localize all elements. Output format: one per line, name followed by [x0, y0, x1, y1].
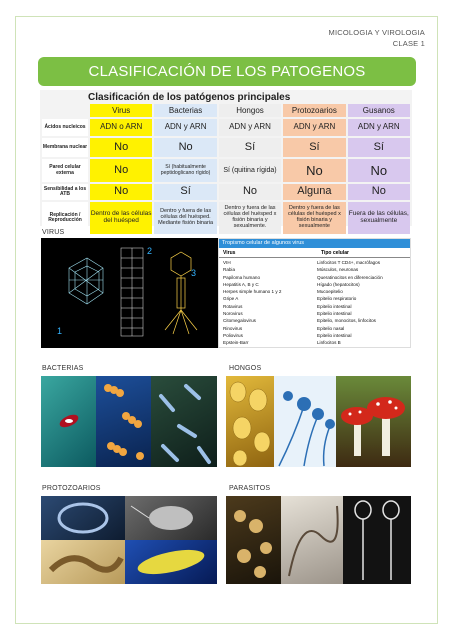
row-label: Membrana nuclear — [42, 138, 88, 157]
parasite-photo-2 — [281, 496, 343, 584]
tropism-virus: Gripe A — [223, 296, 239, 302]
table-cell: Dentro y fuera de las células del huésped x fisión binaria y sexualmente — [283, 202, 345, 234]
bacteria-photo-3 — [151, 376, 217, 467]
table-cell: ADN y ARN — [154, 119, 216, 136]
tropism-col-cell: Tipo celular — [321, 250, 349, 256]
col-header-bacterias: Bacterias — [154, 104, 216, 117]
table-cell: No — [90, 138, 152, 157]
table-cell: ADN y ARN — [283, 119, 345, 136]
tropism-row — [223, 303, 406, 310]
tropism-cell-type: Epitelio intestinal — [317, 303, 352, 309]
table-cell: No — [90, 159, 152, 182]
parasite-photo-1 — [226, 496, 281, 584]
tropism-virus: Rotavirus — [223, 303, 243, 309]
tropism-row — [223, 339, 406, 346]
table-cell: Sí — [154, 184, 216, 200]
tropism-virus: VIH — [223, 260, 231, 265]
classification-table — [40, 90, 412, 229]
table-cell: Sí (habitualmente peptidoglicano rígido) — [154, 159, 216, 182]
tropism-cell-type: Epitelio nasal — [317, 325, 345, 331]
tropism-row — [223, 274, 406, 281]
virus-structure-diagram — [41, 238, 218, 348]
fungi-photo-collage — [226, 376, 411, 467]
page-title: CLASIFICACIÓN DE LOS PATOGENOS — [88, 63, 366, 80]
tropism-cell-type: Epitelio intestinal — [317, 332, 352, 338]
parasite-photo-collage — [226, 496, 411, 584]
tropism-cell-type: Linfocitos T CD4+, macrófagos — [317, 260, 381, 265]
tropism-cell-type: Epitelio intestinal — [317, 311, 352, 317]
tropism-virus: Rabia — [223, 267, 236, 273]
tropism-virus: Hepatitis A, B y C — [223, 281, 259, 287]
tropism-cell-type: Queratinocitos en diferenciación — [317, 274, 383, 280]
table-cell: Sí — [348, 138, 410, 157]
tropism-row — [223, 259, 406, 266]
section-label-protozoarios: PROTOZOARIOS — [42, 485, 101, 492]
row-label: Sensibilidad a los ATB — [42, 184, 88, 200]
table-cell: Dentro de las células del huésped — [90, 202, 152, 234]
tropism-row — [223, 317, 406, 324]
table-cell: ADN o ARN — [90, 119, 152, 136]
tropism-virus: Papiloma humano — [223, 274, 261, 280]
table-cell: Fuera de las células, sexualmente — [348, 202, 410, 234]
protozoa-photo-4 — [125, 540, 217, 584]
tropism-row — [223, 266, 406, 273]
fungi-photo-2 — [274, 376, 336, 467]
tropism-cell-type: Linfocitos B — [317, 340, 341, 346]
table-cell: No — [219, 184, 281, 200]
row-label: Replicación / Reproducción — [42, 202, 88, 234]
tropism-virus: Rinovirus — [223, 325, 243, 331]
table-cell: No — [283, 159, 345, 182]
section-label-hongos: HONGOS — [229, 365, 262, 372]
tropism-row — [223, 310, 406, 317]
table-cell: No — [348, 159, 410, 182]
bacteria-photo-collage — [41, 376, 217, 467]
row-label: Ácidos nucleicos — [42, 119, 88, 136]
page-title-banner — [38, 57, 416, 86]
parasite-photo-3 — [343, 496, 411, 584]
table-cell: Sí (quitina rígida) — [219, 159, 281, 182]
tropism-cell-type: Epitelio respiratorio — [317, 296, 357, 302]
tropism-cell-type: Epitelio, monocitos, linfocitos — [317, 318, 376, 324]
diagram-label-3: 3 — [191, 268, 197, 278]
bacteria-photo-2 — [96, 376, 151, 467]
table-cell: ADN y ARN — [348, 119, 410, 136]
tropism-row — [223, 288, 406, 295]
table-cell: No — [90, 184, 152, 200]
section-label-virus: VIRUS — [42, 229, 65, 236]
section-label-bacterias: BACTERIAS — [42, 365, 84, 372]
col-header-protozoarios: Protozoarios — [283, 104, 345, 117]
tropism-virus: Norovirus — [223, 311, 243, 317]
tropism-virus: Poliovirus — [223, 332, 243, 338]
col-header-gusanos: Gusanos — [348, 104, 410, 117]
tropism-cell-type: Hígado (hepatocitos) — [317, 281, 360, 287]
fungi-photo-1 — [226, 376, 274, 467]
col-header-hongos: Hongos — [219, 104, 281, 117]
tropism-row — [223, 281, 406, 288]
protozoa-photo-2 — [125, 496, 217, 540]
table-cell: Dentro y fuera de las células del huésped x fisión binaria y sexualmente. — [219, 202, 281, 234]
table-cell: Dentro y fuera de las células del huésped. Mediante fisión binaria — [154, 202, 216, 234]
bacteria-photo-1 — [41, 376, 96, 467]
table-cell: Sí — [283, 138, 345, 157]
protozoa-photo-collage — [41, 496, 217, 584]
virus-diagram-svg — [41, 238, 218, 348]
diagram-label-1: 1 — [57, 326, 63, 336]
tropism-rows — [219, 258, 410, 348]
tropism-col-virus: Virus — [223, 250, 236, 256]
table-corner — [42, 104, 88, 117]
row-label: Pared celular externa — [42, 159, 88, 182]
table-cell: No — [154, 138, 216, 157]
table-title: Clasificación de los patógenos principales — [88, 92, 291, 103]
table-cell: Alguna — [283, 184, 345, 200]
table-cell: Sí — [219, 138, 281, 157]
table-cell: ADN y ARN — [219, 119, 281, 136]
protozoa-photo-1 — [41, 496, 125, 540]
section-label-parasitos: PARASITOS — [229, 485, 271, 492]
course-name: MICOLOGIA Y VIROLOGIA — [328, 28, 425, 37]
tropism-virus: Citomegalovirus — [223, 318, 256, 324]
fungi-photo-3 — [336, 376, 411, 467]
tropism-virus: Herpes simple humano 1 y 2 — [223, 289, 282, 295]
tropism-cell-type: Mucoepitelio — [317, 289, 343, 295]
class-number: CLASE 1 — [392, 39, 425, 48]
protozoa-photo-3 — [41, 540, 125, 584]
tropism-cell-type: Músculos, neuronas — [317, 267, 359, 273]
tropism-virus: Epstein-Barr — [223, 340, 249, 346]
col-header-virus: Virus — [90, 104, 152, 117]
table-cell: No — [348, 184, 410, 200]
diagram-label-2: 2 — [147, 246, 153, 256]
tropism-row — [223, 325, 406, 332]
virus-tropism-table — [218, 238, 411, 348]
tropism-table-title: Tropismo celular de algunos virus — [219, 239, 410, 248]
tropism-row — [223, 332, 406, 339]
tropism-row — [223, 295, 406, 302]
